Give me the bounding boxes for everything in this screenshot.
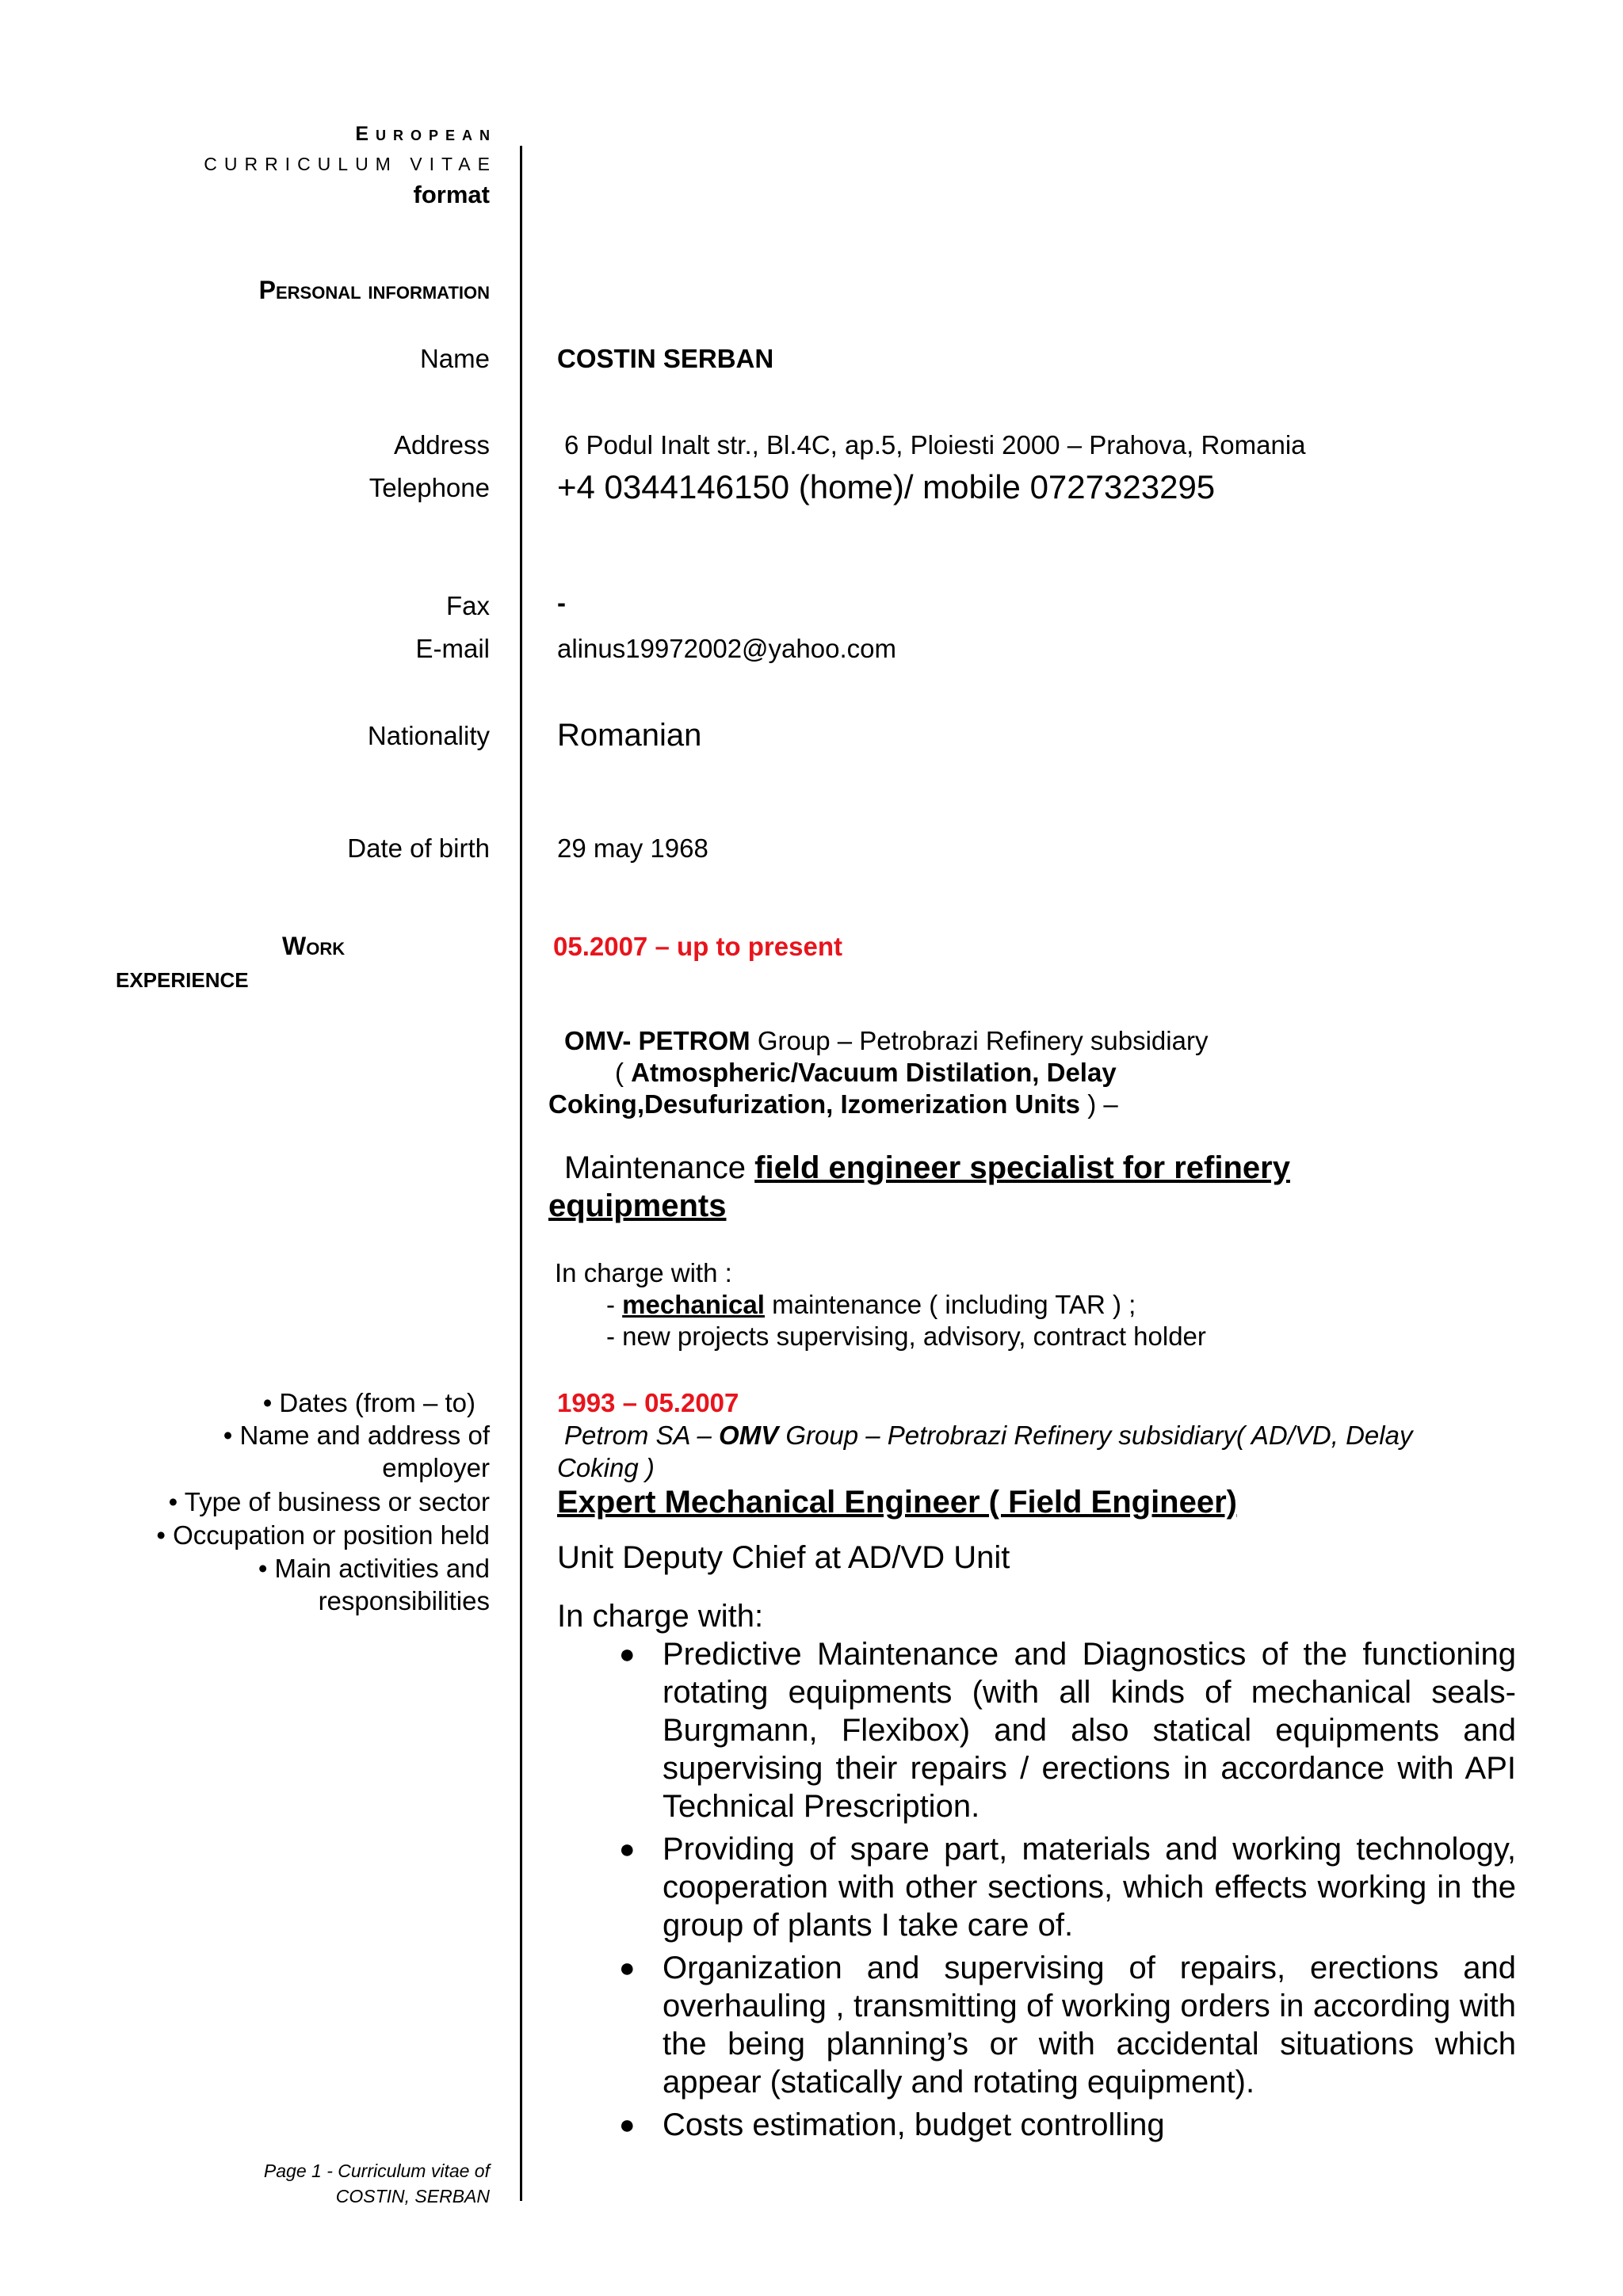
job2-employer-line1 [564,1421,1412,1451]
footer-line-1: Page 1 - Curriculum vitae of [263,2161,490,2181]
activities-label-2: responsibilities [318,1586,490,1615]
job1-position-plain: Maintenance [564,1150,755,1185]
list-item-text: Providing of spare part, materials and working technology, cooperation with other sections, which effects working in the group of plants I take care of. [663,1832,1516,1943]
nationality-value: Romanian [557,718,702,753]
header-line-format: format [413,181,490,208]
fax-label: Fax [445,591,490,620]
dates-label: • Dates (from – to) [262,1388,475,1417]
job1-duty-1-rest: maintenance ( including TAR ) ; [764,1290,1136,1319]
job1-duty-1 [606,1290,1136,1320]
list-item [557,1635,1516,1825]
job2-dates: 1993 – 05.2007 [557,1388,739,1417]
job1-duty-1-prefix: - [606,1290,623,1319]
employer-label-1: • Name and address of [223,1421,490,1450]
job2-employer-line2: Coking ) [557,1453,655,1482]
job2-employer-1a: Petrom SA – [564,1421,720,1450]
email-label: E-mail [415,634,490,663]
job1-units-line1 [615,1058,1117,1088]
job1-duty-1-bold: mechanical [622,1290,765,1319]
footer-line-2: COSTIN, SERBAN [335,2186,490,2206]
name-value: COSTIN SERBAN [557,344,774,373]
work-experience-title-1: Work [282,932,346,960]
job2-responsibility-list [557,1635,1516,2149]
job1-position-line1 [564,1150,1290,1186]
personal-info-title: Personal information [258,276,490,304]
job2-title: Expert Mechanical Engineer ( Field Engineer) [557,1485,1237,1520]
name-label: Name [419,344,490,373]
dob-label: Date of birth [347,833,490,863]
header-line-european: European [355,123,497,145]
job1-dates: 05.2007 – up to present [553,932,842,961]
job1-employer-detail: Group – Petrobrazi Refinery subsidiary [750,1026,1209,1055]
job1-units-text-2: Coking,Desufurization, Izomerization Units [548,1089,1081,1119]
job1-units-open: ( [615,1058,632,1087]
list-item [557,2106,1516,2144]
job1-employer [564,1026,1208,1056]
job1-units-text-1: Atmospheric/Vacuum Distilation, Delay [631,1058,1117,1087]
job2-deputy: Unit Deputy Chief at AD/VD Unit [557,1540,1010,1575]
list-item-text: Costs estimation, budget controlling [663,2107,1165,2142]
address-label: Address [393,430,490,460]
page-footer [264,2158,490,2209]
job1-employer-name: OMV- PETROM [564,1026,750,1055]
job2-employer-1b: OMV [719,1421,779,1450]
nationality-label: Nationality [367,721,490,750]
activities-label-1: • Main activities and [258,1554,490,1583]
list-item [557,1949,1516,2101]
job2-charge-title: In charge with: [557,1599,764,1634]
bullet-icon: ● [619,1639,636,1669]
job2-employer-1c: Group – Petrobrazi Refinery subsidiary( AD/VD, Delay [778,1421,1413,1450]
job1-charge-title: In charge with : [555,1258,732,1287]
list-item-text: Organization and supervising of repairs, erections and overhauling , transmitting of working orders in according with the being planning’s or with accidental situations which appear (statically and rotating equipment). [663,1951,1516,2100]
fax-value: - [557,588,566,617]
work-experience-title-2: EXPERIENCE [116,968,249,992]
occupation-label: • Occupation or position held [156,1520,490,1550]
bullet-icon: ● [619,1834,636,1864]
telephone-label: Telephone [369,473,490,502]
job1-duty-2: - new projects supervising, advisory, contract holder [606,1322,1206,1351]
job1-position-bold-1: field engineer specialist for refinery [754,1150,1290,1185]
cv-header [204,119,497,211]
list-item [557,1830,1516,1944]
bullet-icon: ● [619,1953,636,1983]
bullet-icon: ● [619,2110,636,2140]
job1-position-bold-2: equipments [548,1188,727,1223]
job1-units-line2 [548,1089,1118,1119]
employer-label-2: employer [382,1453,490,1482]
job1-units-close: ) – [1080,1089,1118,1119]
business-label: • Type of business or sector [168,1487,490,1516]
telephone-value: +4 0344146150 (home)/ mobile 0727323295 [557,468,1216,505]
list-item-text: Predictive Maintenance and Diagnostics of the functioning rotating equipments (with all kinds of mechanical seals- Burgmann, Flexibox) and also statical equipments and supervising their repairs / erections in accordance with API Technical Prescription. [663,1637,1516,1824]
dob-value: 29 may 1968 [557,833,708,863]
address-value: 6 Podul Inalt str., Bl.4C, ap.5, Ploiesti 2000 – Prahova, Romania [564,430,1306,460]
header-line-cv: CURRICULUM VITAE [204,154,497,174]
column-divider [520,146,522,2201]
email-value[interactable]: alinus19972002@yahoo.com [557,634,896,663]
